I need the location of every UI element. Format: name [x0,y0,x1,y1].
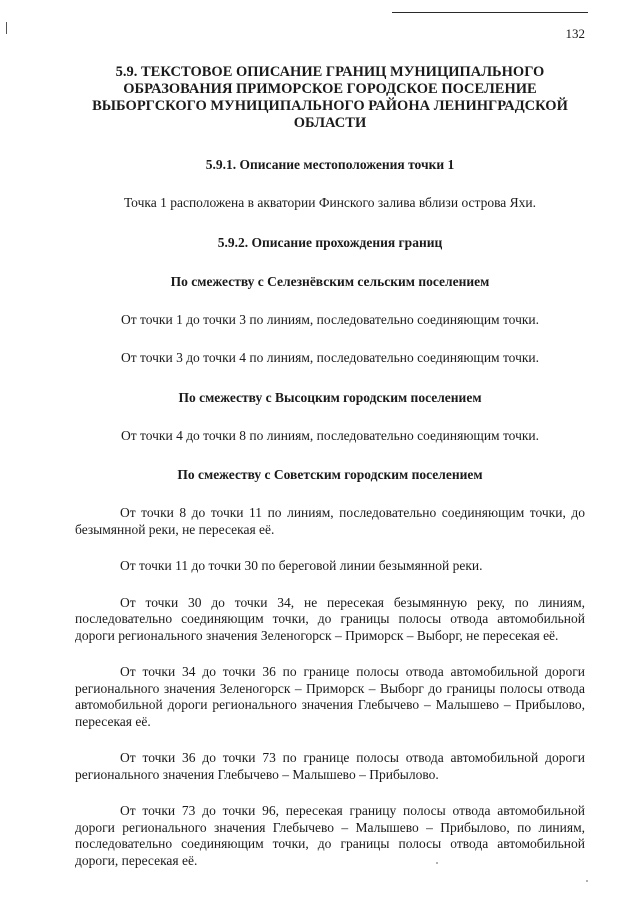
boundary-paragraph: От точки 36 до точки 73 по границе полосы отвода автомобильной дороги регионального значения Глебычево – Малышево – Прибылово. [75,750,585,782]
scan-speck [586,880,588,882]
boundary-paragraph: От точки 3 до точки 4 по линиям, последовательно соединяющим точки. [120,350,540,365]
boundary-paragraph: От точки 11 до точки 30 по береговой линии безымянной реки. [120,558,483,573]
section-heading-point-1: 5.9.1. Описание местоположения точки 1 [205,157,455,172]
boundary-paragraph: От точки 4 до точки 8 по линиям, последовательно соединяющим точки. [120,427,540,443]
document-body [75,64,585,869]
point-1-description: Точка 1 расположена в акватории Финского залива вблизи острова Яхи. [123,195,537,210]
boundary-heading-seleznevskoe: По смежеству с Селезнёвским сельским поселением [170,273,490,289]
boundary-heading-vysotsk: По смежеству с Высоцким городским поселением [178,389,482,405]
scan-speck [436,862,438,864]
document-title: 5.9. ТЕКСТОВОЕ ОПИСАНИЕ ГРАНИЦ МУНИЦИПАЛЬНОГО ОБРАЗОВАНИЯ ПРИМОРСКОЕ ГОРОДСКОЕ ПОСЕЛЕНИЕ ВЫБОРГСКОГО МУНИЦИПАЛЬНОГО РАЙОНА ЛЕНИНГРАДСКОЙ ОБЛАСТИ [92,64,568,131]
boundary-paragraph: От точки 1 до точки 3 по линиям, последовательно соединяющим точки. [120,311,540,327]
boundary-paragraph: От точки 30 до точки 34, не пересекая безымянную реку, по линиям, последовательно соединяющим точки, до границы полосы отвода автомобильной дороги регионального значения Зеленогорск – Приморск – Выборг, не пересекая её. [75,594,585,643]
boundary-paragraph: От точки 8 до точки 11 по линиям, последовательно соединяющим точки, до безымянной реки, не пересекая её. [75,505,585,537]
page-number: 132 [565,26,585,41]
header-rule [392,12,588,13]
boundary-paragraph: От точки 34 до точки 36 по границе полосы отвода автомобильной дороги регионального значения Зеленогорск – Приморск – Выборг до границы полосы отвода автомобильной дороги регионального значения Глебычево – Малышево – Прибылово, пересекая её. [75,664,585,729]
boundary-paragraph: От точки 73 до точки 96, пересекая границу полосы отвода автомобильной дороги регионального значения Глебычево – Малышево – Прибылово, по линиям, последовательно соединяющим точки, до границы полосы отвода автомобильной дороги, пересекая её. [75,803,585,868]
margin-mark [6,22,7,34]
boundary-heading-sovetsky: По смежеству с Советским городским поселением [177,467,483,482]
section-heading-boundaries: 5.9.2. Описание прохождения границ [217,234,443,250]
